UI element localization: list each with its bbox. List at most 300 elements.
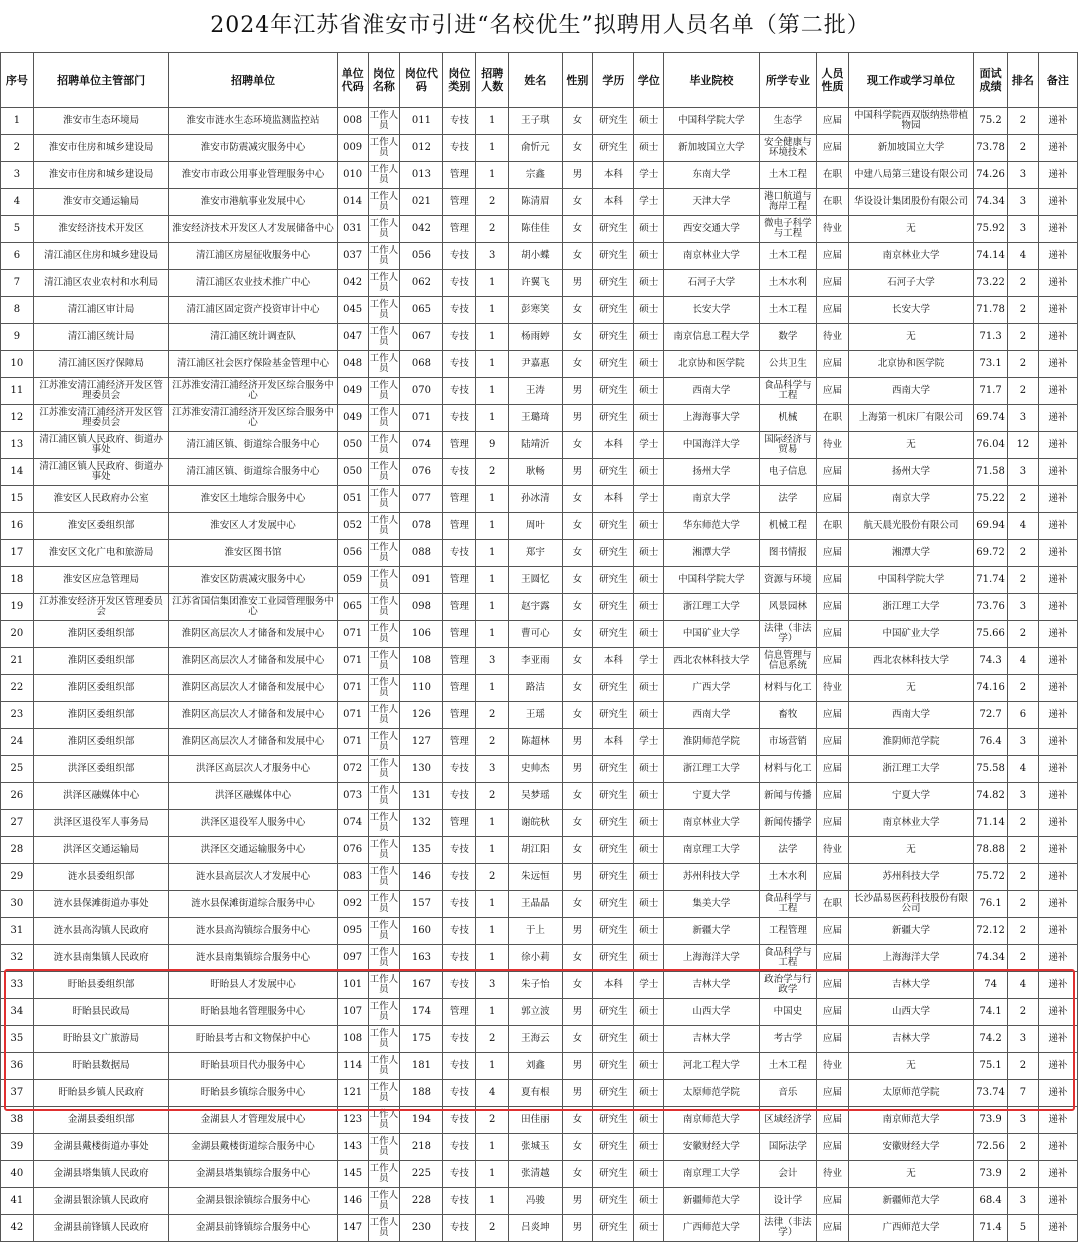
table-cell: 扬州大学 — [848, 459, 973, 486]
table-cell: 管理 — [443, 567, 476, 594]
table-cell: 硕士 — [634, 270, 664, 297]
table-cell: 食品科学与工程 — [759, 891, 816, 918]
table-cell: 递补 — [1038, 945, 1077, 972]
table-cell: 研究生 — [593, 999, 634, 1026]
table-cell: 工作人员 — [368, 864, 400, 891]
table-cell: 浙江理工大学 — [848, 594, 973, 621]
table-cell: 072 — [337, 756, 368, 783]
table-cell: 1 — [476, 513, 509, 540]
table-cell: 清江浦区农业技术推广中心 — [169, 270, 337, 297]
table-cell: 工作人员 — [368, 810, 400, 837]
table-cell: 在职 — [817, 891, 849, 918]
table-cell: 011 — [400, 108, 443, 135]
table-cell: 递补 — [1038, 837, 1077, 864]
table-cell: 应届 — [817, 243, 849, 270]
table-cell: 清江浦区镇、街道综合服务中心 — [169, 459, 337, 486]
table-cell: 研究生 — [593, 216, 634, 243]
table-cell: 学士 — [634, 729, 664, 756]
table-cell: 江苏淮安清江浦经济开发区综合服务中心 — [169, 405, 337, 432]
table-cell: 2 — [476, 189, 509, 216]
table-cell: 吉林大学 — [664, 972, 759, 999]
table-cell: 清江浦区医疗保障局 — [33, 351, 169, 378]
table-row — [1, 567, 1078, 594]
table-cell: 1 — [476, 108, 509, 135]
table-cell: 新疆大学 — [664, 918, 759, 945]
table-cell: 037 — [337, 243, 368, 270]
table-cell: 1 — [476, 378, 509, 405]
table-cell: 157 — [400, 891, 443, 918]
table-cell: 王海云 — [509, 1026, 562, 1053]
table-cell: 风景园林 — [759, 594, 816, 621]
table-cell: 盱眙县人才发展中心 — [169, 972, 337, 999]
table-cell: 1 — [476, 1161, 509, 1188]
table-cell: 胡江阳 — [509, 837, 562, 864]
table-cell: 吉林大学 — [848, 972, 973, 999]
table-cell: 清江浦区固定资产投资审计中心 — [169, 297, 337, 324]
table-cell: 史帅杰 — [509, 756, 562, 783]
table-cell: 石河子大学 — [848, 270, 973, 297]
table-cell: 金湖县人才管理发展中心 — [169, 1107, 337, 1134]
table-cell: 硕士 — [634, 891, 664, 918]
table-row — [1, 729, 1078, 756]
table-row — [1, 1215, 1078, 1242]
table-cell: 苏州科技大学 — [664, 864, 759, 891]
table-cell: 硕士 — [634, 999, 664, 1026]
table-cell: 递补 — [1038, 1134, 1077, 1161]
table-cell: 硕士 — [634, 297, 664, 324]
table-cell: 074 — [337, 810, 368, 837]
table-cell: 12 — [1008, 432, 1039, 459]
table-cell: 专技 — [443, 297, 476, 324]
table-row — [1, 1161, 1078, 1188]
table-cell: 083 — [337, 864, 368, 891]
table-cell: 应届 — [817, 1026, 849, 1053]
table-cell: 研究生 — [593, 891, 634, 918]
table-cell: 应届 — [817, 783, 849, 810]
table-cell: 研究生 — [593, 675, 634, 702]
table-cell: 递补 — [1038, 1161, 1077, 1188]
table-cell: 4 — [1008, 243, 1039, 270]
table-cell: 盱眙县乡镇综合服务中心 — [169, 1080, 337, 1107]
table-cell: 研究生 — [593, 1053, 634, 1080]
table-cell: 清江浦区统计调查队 — [169, 324, 337, 351]
table-cell: 宁夏大学 — [664, 783, 759, 810]
table-cell: 男 — [562, 729, 593, 756]
table-cell: 研究生 — [593, 1080, 634, 1107]
table-cell: 167 — [400, 972, 443, 999]
table-cell: 盱眙县数据局 — [33, 1053, 169, 1080]
table-cell: 本科 — [593, 729, 634, 756]
table-cell: 110 — [400, 675, 443, 702]
table-cell: 硕士 — [634, 216, 664, 243]
table-row — [1, 1053, 1078, 1080]
table-cell: 西南大学 — [664, 702, 759, 729]
table-cell: 9 — [1, 324, 34, 351]
table-cell: 3 — [476, 648, 509, 675]
table-cell: 工作人员 — [368, 756, 400, 783]
table-cell: 5 — [1, 216, 34, 243]
table-cell: 男 — [562, 378, 593, 405]
table-cell: 女 — [562, 1107, 593, 1134]
table-cell: 045 — [337, 297, 368, 324]
table-cell: 工作人员 — [368, 837, 400, 864]
table-cell: 专技 — [443, 1053, 476, 1080]
table-cell: 2 — [476, 1026, 509, 1053]
table-cell: 056 — [400, 243, 443, 270]
table-cell: 073 — [337, 783, 368, 810]
table-cell: 2 — [476, 1215, 509, 1242]
table-cell: 硕士 — [634, 594, 664, 621]
table-row — [1, 243, 1078, 270]
table-cell: 74.16 — [974, 675, 1008, 702]
table-cell: 22 — [1, 675, 34, 702]
table-cell: 工作人员 — [368, 162, 400, 189]
table-cell: 涟水县南集镇综合服务中心 — [169, 945, 337, 972]
table-cell: 工作人员 — [368, 1215, 400, 1242]
table-cell: 女 — [562, 891, 593, 918]
table-cell: 研究生 — [593, 405, 634, 432]
table-cell: 待业 — [817, 432, 849, 459]
table-cell: 西安交通大学 — [664, 216, 759, 243]
table-cell: 西北农林科技大学 — [664, 648, 759, 675]
table-cell: 23 — [1, 702, 34, 729]
table-cell: 清江浦区房屋征收服务中心 — [169, 243, 337, 270]
table-cell: 硕士 — [634, 1215, 664, 1242]
table-row — [1, 189, 1078, 216]
table-cell: 25 — [1, 756, 34, 783]
table-cell: 1 — [476, 999, 509, 1026]
table-cell: 女 — [562, 135, 593, 162]
table-cell: 洪泽区交通运输服务中心 — [169, 837, 337, 864]
table-cell: 1 — [476, 297, 509, 324]
table-cell: 4 — [1008, 756, 1039, 783]
table-cell: 2 — [1008, 486, 1039, 513]
column-header: 所学专业 — [759, 53, 816, 108]
table-row — [1, 972, 1078, 999]
table-cell: 女 — [562, 108, 593, 135]
table-cell: 递补 — [1038, 378, 1077, 405]
table-cell: 工作人员 — [368, 891, 400, 918]
table-row — [1, 675, 1078, 702]
table-cell: 工作人员 — [368, 135, 400, 162]
table-cell: 淮安市住房和城乡建设局 — [33, 162, 169, 189]
table-cell: 应届 — [817, 108, 849, 135]
table-cell: 7 — [1008, 1080, 1039, 1107]
table-cell: 金湖县前锋镇人民政府 — [33, 1215, 169, 1242]
table-cell: 南京理工大学 — [664, 837, 759, 864]
table-cell: 研究生 — [593, 702, 634, 729]
table-cell: 工作人员 — [368, 378, 400, 405]
table-cell: 1 — [476, 351, 509, 378]
table-cell: 研究生 — [593, 540, 634, 567]
table-cell: 132 — [400, 810, 443, 837]
table-cell: 管理 — [443, 702, 476, 729]
table-cell: 公共卫生 — [759, 351, 816, 378]
table-cell: 1 — [476, 837, 509, 864]
table-cell: 递补 — [1038, 1026, 1077, 1053]
table-cell: 3 — [1008, 783, 1039, 810]
table-cell: 研究生 — [593, 945, 634, 972]
table-cell: 72.7 — [974, 702, 1008, 729]
table-cell: 涟水县高沟镇综合服务中心 — [169, 918, 337, 945]
table-cell: 硕士 — [634, 621, 664, 648]
table-cell: 73.76 — [974, 594, 1008, 621]
table-cell: 228 — [400, 1188, 443, 1215]
table-cell: 077 — [400, 486, 443, 513]
table-cell: 硕士 — [634, 945, 664, 972]
table-cell: 女 — [562, 621, 593, 648]
table-cell: 中国矿业大学 — [664, 621, 759, 648]
table-cell: 硕士 — [634, 864, 664, 891]
table-cell: 尹嘉惠 — [509, 351, 562, 378]
table-cell: 宁夏大学 — [848, 783, 973, 810]
table-cell: 中国海洋大学 — [664, 432, 759, 459]
table-cell: 浙江理工大学 — [848, 756, 973, 783]
table-cell: 微电子科学与工程 — [759, 216, 816, 243]
table-cell: 76.1 — [974, 891, 1008, 918]
table-cell: 专技 — [443, 270, 476, 297]
table-cell: 管理 — [443, 594, 476, 621]
table-cell: 专技 — [443, 351, 476, 378]
table-cell: 研究生 — [593, 1161, 634, 1188]
table-cell: 清江浦区镇、街道综合服务中心 — [169, 432, 337, 459]
column-header: 招聘单位主管部门 — [33, 53, 169, 108]
table-cell: 女 — [562, 432, 593, 459]
table-cell: 1 — [476, 567, 509, 594]
table-cell: 盱眙县地名管理服务中心 — [169, 999, 337, 1026]
table-cell: 5 — [1008, 1215, 1039, 1242]
column-header: 序号 — [1, 53, 34, 108]
table-row — [1, 837, 1078, 864]
table-cell: 男 — [562, 162, 593, 189]
table-cell: 会计 — [759, 1161, 816, 1188]
table-cell: 15 — [1, 486, 34, 513]
table-cell: 73.22 — [974, 270, 1008, 297]
table-cell: 女 — [562, 189, 593, 216]
table-cell: 2 — [476, 702, 509, 729]
column-header: 面试成绩 — [974, 53, 1008, 108]
table-cell: 009 — [337, 135, 368, 162]
table-cell: 递补 — [1038, 324, 1077, 351]
table-cell: 研究生 — [593, 783, 634, 810]
table-cell: 吕炎坤 — [509, 1215, 562, 1242]
table-cell: 信息管理与信息系统 — [759, 648, 816, 675]
table-cell: 2 — [476, 783, 509, 810]
table-cell: 洪泽区融媒体中心 — [169, 783, 337, 810]
table-cell: 专技 — [443, 837, 476, 864]
column-header: 排名 — [1008, 53, 1039, 108]
table-cell: 095 — [337, 918, 368, 945]
column-header: 单位代码 — [337, 53, 368, 108]
table-cell: 68.4 — [974, 1188, 1008, 1215]
table-cell: 75.1 — [974, 1053, 1008, 1080]
table-cell: 男 — [562, 270, 593, 297]
table-cell: 研究生 — [593, 1215, 634, 1242]
table-cell: 2 — [1008, 1053, 1039, 1080]
table-cell: 065 — [400, 297, 443, 324]
table-cell: 递补 — [1038, 810, 1077, 837]
table-row — [1, 621, 1078, 648]
table-cell: 2 — [1008, 1161, 1039, 1188]
table-cell: 长安大学 — [848, 297, 973, 324]
table-cell: 江苏淮安经济开发区管理委员会 — [33, 594, 169, 621]
table-cell: 3 — [476, 972, 509, 999]
table-cell: 123 — [337, 1107, 368, 1134]
table-cell: 71.7 — [974, 378, 1008, 405]
table-cell: 女 — [562, 837, 593, 864]
table-cell: 71.14 — [974, 810, 1008, 837]
table-cell: 金湖县塔集镇综合服务中心 — [169, 1161, 337, 1188]
table-cell: 硕士 — [634, 810, 664, 837]
table-cell: 法律（非法学） — [759, 1215, 816, 1242]
table-cell: 太原师范学院 — [664, 1080, 759, 1107]
table-cell: 俞忻元 — [509, 135, 562, 162]
table-cell: 40 — [1, 1161, 34, 1188]
table-cell: 男 — [562, 999, 593, 1026]
table-cell: 耿畅 — [509, 459, 562, 486]
table-cell: 扬州大学 — [664, 459, 759, 486]
table-cell: 26 — [1, 783, 34, 810]
table-row — [1, 432, 1078, 459]
table-cell: 3 — [476, 756, 509, 783]
table-cell: 涟水县保滩街道综合服务中心 — [169, 891, 337, 918]
table-cell: 专技 — [443, 540, 476, 567]
table-cell: 食品科学与工程 — [759, 945, 816, 972]
table-cell: 131 — [400, 783, 443, 810]
table-cell: 女 — [562, 1161, 593, 1188]
table-cell: 071 — [337, 675, 368, 702]
table-cell: 2 — [1008, 378, 1039, 405]
table-cell: 北京协和医学院 — [664, 351, 759, 378]
table-cell: 硕士 — [634, 1134, 664, 1161]
table-cell: 工作人员 — [368, 972, 400, 999]
table-cell: 9 — [476, 432, 509, 459]
column-header: 招聘单位 — [169, 53, 337, 108]
table-cell: 专技 — [443, 1215, 476, 1242]
personnel-table — [0, 52, 1078, 1242]
table-cell: 西南大学 — [848, 378, 973, 405]
table-row — [1, 864, 1078, 891]
table-cell: 1 — [476, 621, 509, 648]
table-cell: 194 — [400, 1107, 443, 1134]
table-cell: 18 — [1, 567, 34, 594]
table-cell: 待业 — [817, 216, 849, 243]
table-cell: 2 — [1, 135, 34, 162]
table-cell: 121 — [337, 1080, 368, 1107]
table-cell: 3 — [1008, 459, 1039, 486]
table-cell: 71.4 — [974, 1215, 1008, 1242]
table-cell: 清江浦区住房和城乡建设局 — [33, 243, 169, 270]
table-cell: 28 — [1, 837, 34, 864]
table-cell: 1 — [476, 918, 509, 945]
table-cell: 递补 — [1038, 513, 1077, 540]
table-row — [1, 945, 1078, 972]
table-cell: 135 — [400, 837, 443, 864]
table-cell: 管理 — [443, 810, 476, 837]
table-cell: 33 — [1, 972, 34, 999]
table-cell: 音乐 — [759, 1080, 816, 1107]
table-cell: 硕士 — [634, 459, 664, 486]
table-cell: 在职 — [817, 162, 849, 189]
table-cell: 盱眙县项目代办服务中心 — [169, 1053, 337, 1080]
table-cell: 石河子大学 — [664, 270, 759, 297]
table-cell: 涟水县委组织部 — [33, 864, 169, 891]
table-cell: 西南大学 — [664, 378, 759, 405]
table-cell: 管理 — [443, 621, 476, 648]
table-cell: 2 — [1008, 810, 1039, 837]
table-cell: 12 — [1, 405, 34, 432]
table-cell: 淮安市港航事业发展中心 — [169, 189, 337, 216]
table-cell: 王晶晶 — [509, 891, 562, 918]
table-cell: 材料与化工 — [759, 756, 816, 783]
table-cell: 张城玉 — [509, 1134, 562, 1161]
table-cell: 010 — [337, 162, 368, 189]
table-cell: 新闻传播学 — [759, 810, 816, 837]
table-cell: 本科 — [593, 648, 634, 675]
table-cell: 中建八局第三建设有限公司 — [848, 162, 973, 189]
table-row — [1, 351, 1078, 378]
table-cell: 机械工程 — [759, 513, 816, 540]
table-cell: 本科 — [593, 189, 634, 216]
table-cell: 研究生 — [593, 459, 634, 486]
table-cell: 2 — [476, 1107, 509, 1134]
table-cell: 洪泽区交通运输局 — [33, 837, 169, 864]
table-cell: 2 — [1008, 918, 1039, 945]
table-cell: 研究生 — [593, 351, 634, 378]
table-cell: 递补 — [1038, 432, 1077, 459]
table-cell: 27 — [1, 810, 34, 837]
table-cell: 硕士 — [634, 540, 664, 567]
table-cell: 专技 — [443, 405, 476, 432]
table-cell: 食品科学与工程 — [759, 378, 816, 405]
table-cell: 052 — [337, 513, 368, 540]
table-cell: 应届 — [817, 1107, 849, 1134]
table-cell: 南京大学 — [848, 486, 973, 513]
table-cell: 工作人员 — [368, 405, 400, 432]
table-cell: 7 — [1, 270, 34, 297]
table-cell: 李亚雨 — [509, 648, 562, 675]
column-header: 备注 — [1038, 53, 1077, 108]
table-cell: 安徽财经大学 — [848, 1134, 973, 1161]
table-cell: 146 — [337, 1188, 368, 1215]
table-cell: 湘潭大学 — [848, 540, 973, 567]
table-cell: 工作人员 — [368, 594, 400, 621]
table-cell: 3 — [1008, 405, 1039, 432]
table-cell: 市场营销 — [759, 729, 816, 756]
table-cell: 1 — [476, 810, 509, 837]
table-cell: 工作人员 — [368, 297, 400, 324]
table-cell: 女 — [562, 351, 593, 378]
table-cell: 许翼飞 — [509, 270, 562, 297]
table-cell: 工作人员 — [368, 675, 400, 702]
table-cell: 太原师范学院 — [848, 1080, 973, 1107]
table-cell: 女 — [562, 1134, 593, 1161]
table-cell: 75.92 — [974, 216, 1008, 243]
table-cell: 女 — [562, 513, 593, 540]
table-cell: 76.4 — [974, 729, 1008, 756]
table-cell: 递补 — [1038, 594, 1077, 621]
table-cell: 洪泽区融媒体中心 — [33, 783, 169, 810]
table-cell: 淮阴区委组织部 — [33, 702, 169, 729]
table-cell: 181 — [400, 1053, 443, 1080]
table-cell: 工作人员 — [368, 1107, 400, 1134]
table-cell: 应届 — [817, 459, 849, 486]
table-cell: 女 — [562, 216, 593, 243]
table-cell: 143 — [337, 1134, 368, 1161]
table-cell: 126 — [400, 702, 443, 729]
table-cell: 淮安市生态环境局 — [33, 108, 169, 135]
table-cell: 2 — [1008, 297, 1039, 324]
